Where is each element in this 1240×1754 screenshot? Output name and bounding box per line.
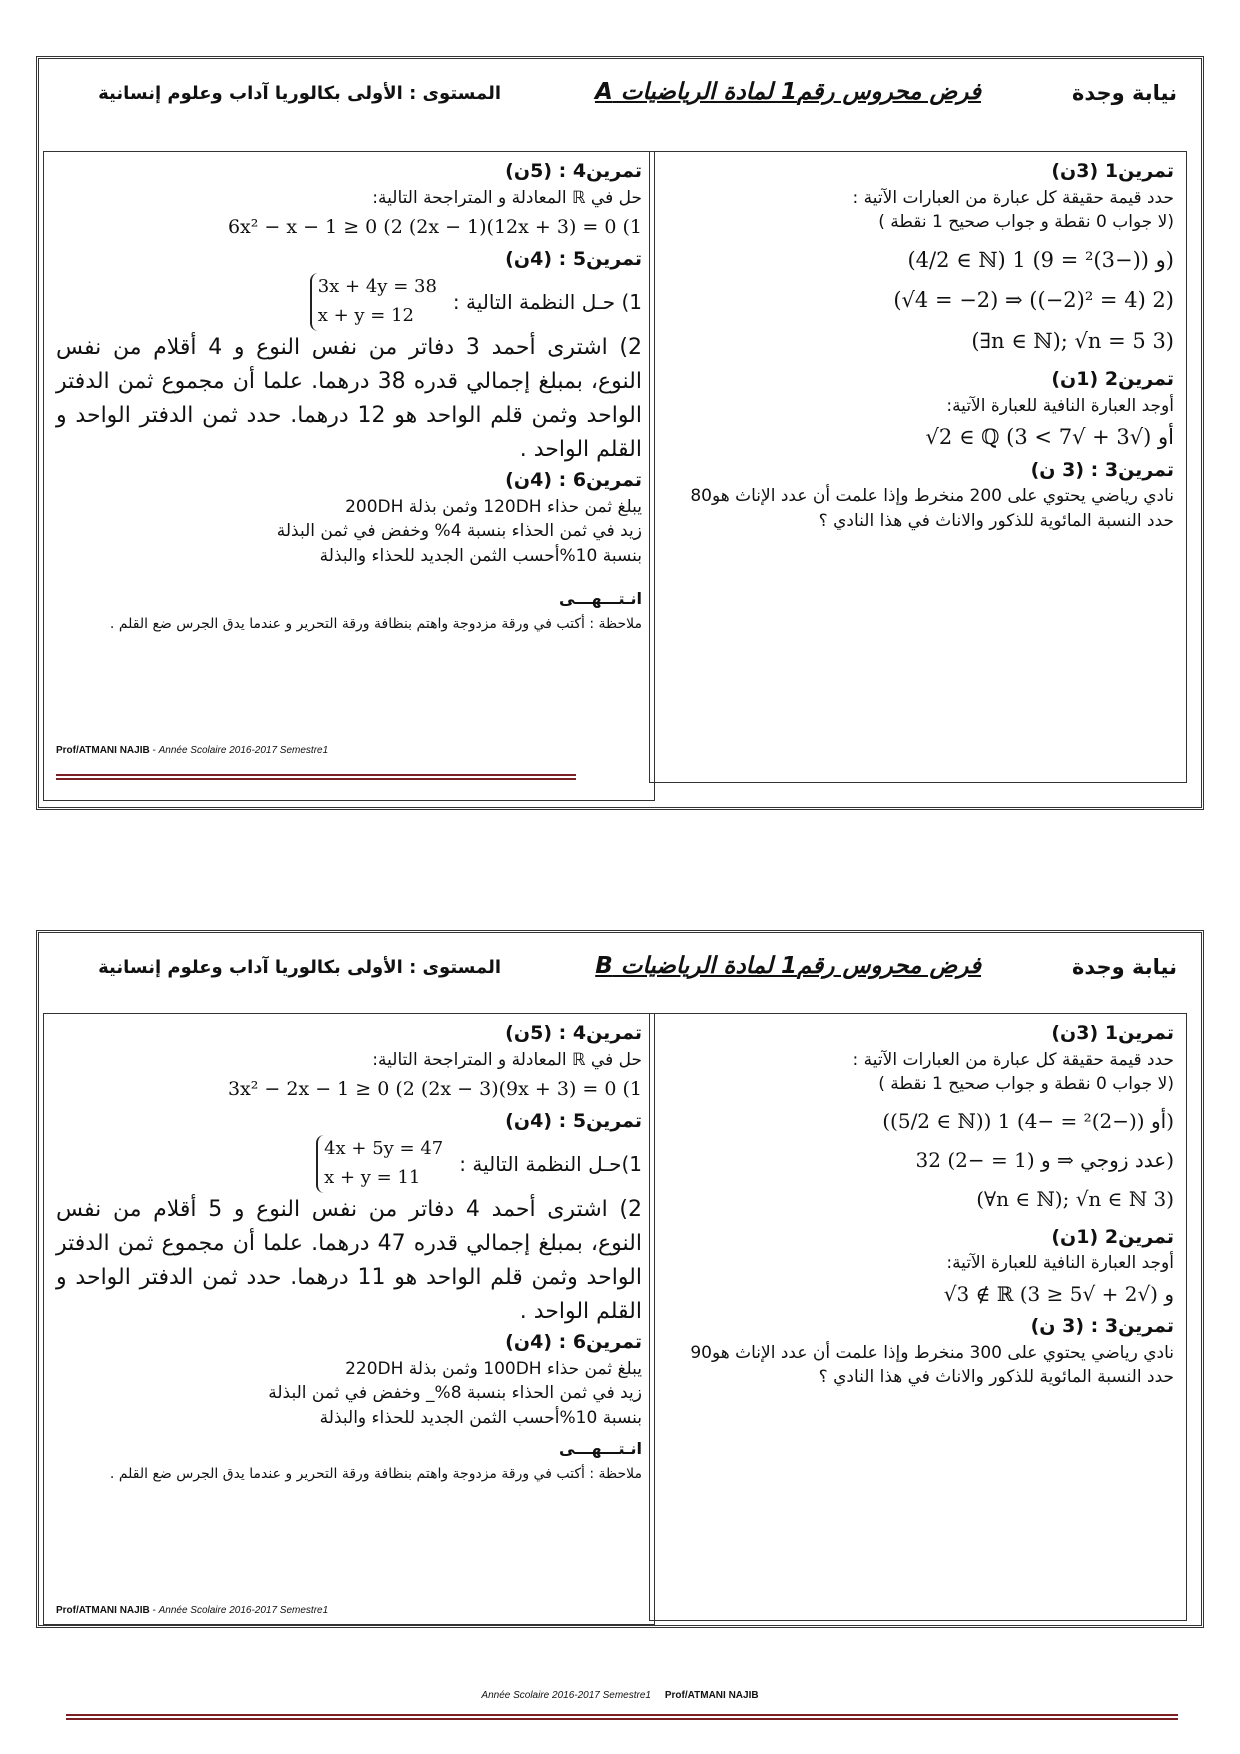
exam-sheet-a (36, 56, 1204, 810)
exercise-4-title: تمرين4 : (5ن) (505, 1022, 642, 1044)
exercise-1-item: 3عدد زوجي ⇒ و (1 = −2) 2) (915, 1147, 1174, 1172)
exercise-2-expression: √3 ∉ ℝ و (√2 + √5 ≤ 3) (943, 1282, 1174, 1307)
exercise-1-instruction: حدد قيمة حقيقة كل عبارة من العبارات الآتية : (852, 187, 1174, 208)
exercise-5-q2: 2) اشترى أحمد 3 دفاتر من نفس النوع و 4 أقلام من نفس النوع، بمبلغ إجمالي قدره 38 درهما. علما أن مجموع ثمن الدفتر الواحد وثمن قلم الواحد هو 12 درهما. حدد ثمن الدفتر الواحد و القلم الواحد . (56, 334, 643, 463)
left-column (43, 1013, 655, 1625)
exercise-4-expression: 3x² − 2x − 1 ≥ 0 (2 (2x − 3)(9x + 3) = 0 (1 (227, 1078, 642, 1101)
exercise-1-instruction: حدد قيمة حقيقة كل عبارة من العبارات الآتية : (852, 1049, 1174, 1070)
exam-level: المستوى : الأولى بكالوريا آداب وعلوم إنسانية (98, 83, 501, 104)
exercise-2-expression: √2 ∈ ℚ أو (√3 + √7 > 3) (925, 425, 1174, 450)
exercise-4-expression: 6x² − x − 1 ≥ 0 (2 (2x − 1)(12x + 3) = 0 (1 (227, 216, 642, 239)
exercise-1-title: تمرين1 (3ن) (1051, 160, 1174, 182)
exercise-3-text: نادي رياضي يحتوي على 300 منخرط وإذا علمت أن عدد الإناث هو90 (690, 1342, 1174, 1363)
equation-system (316, 1135, 449, 1193)
equation-system (310, 273, 443, 331)
exercise-1-item: (4/2 ∈ ℕ) و ((−3)² = 9) 1) (907, 247, 1174, 272)
exercise-6-title: تمرين6 : (4ن) (505, 469, 642, 492)
exercise-2-instruction: أوجد العبارة النافية للعبارة الآتية: (946, 395, 1174, 416)
exam-title: فرض محروس رقم1 لمادة الرياضيات B (595, 953, 981, 979)
exercise-1-item: (√4 = −2) ⇒ ((−2)² = 4) 2) (893, 288, 1174, 313)
page-footer-author: Prof/ATMANI NAJIB (664, 1690, 759, 1701)
page-bottom-bar (66, 1714, 1178, 1720)
exercise-2-title: تمرين2 (1ن) (1051, 368, 1174, 391)
page-footer-year: Année Scolaire 2016-2017 Semestre1 (481, 1690, 651, 1701)
exercise-6-line-1: يبلغ ثمن حذاء 100DH وثمن بذلة 220DH (345, 1358, 642, 1379)
exercise-5-title: تمرين5 : (4ن) (505, 1109, 642, 1132)
exam-level: المستوى : الأولى بكالوريا آداب وعلوم إنسانية (98, 957, 501, 978)
exercise-5-q1: 1)حـل النظمة التالية : (459, 1151, 642, 1176)
page-footer (0, 1690, 1240, 1701)
exercise-6-line-2: زيد في ثمن الحذاء بنسبة 4% وخفض في ثمن البذلة (276, 521, 642, 542)
exercise-1-note: (لا جواب 0 نقطة و جواب صحيح 1 نقطة ) (878, 1074, 1174, 1095)
footer-year: Année Scolaire 2016-2017 Semestre1 (158, 1605, 329, 1616)
exercise-3-text: نادي رياضي يحتوي على 200 منخرط وإذا علمت أن عدد الإناث هو80 (690, 486, 1174, 507)
exam-title: فرض محروس رقم1 لمادة الرياضيات A (594, 79, 981, 105)
footer-author: Prof/ATMANI NAJIB (56, 1605, 150, 1616)
exercise-3-title: تمرين3 : (3 ن) (1030, 458, 1174, 481)
remark-note: ملاحظة : أكتب في ورقة مزدوجة واهتم بنظافة ورقة التحرير و عندما يدق الجرس ضع القلم . (109, 1465, 642, 1482)
exercise-6-line-1: يبلغ ثمن حذاء 120DH وثمن بذلة 200DH (345, 496, 642, 517)
exercise-1-note: (لا جواب 0 نقطة و جواب صحيح 1 نقطة ) (878, 212, 1174, 233)
exam-header (39, 933, 1201, 1021)
system-eq-2: x + y = 11 (324, 1167, 421, 1189)
exercise-4-instruction: حل في ℝ المعادلة و المتراجحة التالية: (372, 1049, 642, 1070)
column-footer: Prof/ATMANI NAJIB - Année Scolaire 2016-2017 Semestre1 (56, 745, 329, 756)
right-column (649, 1013, 1187, 1621)
exercise-5-q1: 1) حـل النظمة التالية : (452, 289, 642, 314)
system-eq-1: 4x + 5y = 47 (324, 1138, 444, 1160)
office-name: نيابة وجدة (1072, 81, 1177, 105)
exercise-3-question: حدد النسبة المائوية للذكور والاناث في هذا النادي ؟ (818, 510, 1174, 531)
exercise-5-q2: 2) اشترى أحمد 4 دفاتر من نفس النوع و 5 أقلام من نفس النوع، بمبلغ إجمالي قدره 47 درهما. علما أن مجموع ثمن الدفتر الواحد وثمن قلم الواحد هو 11 درهما. حدد ثمن الدفتر الواحد و القلم الواحد . (56, 1196, 643, 1325)
system-eq-1: 3x + 4y = 38 (317, 276, 437, 298)
footer-year: Année Scolaire 2016-2017 Semestre1 (158, 745, 329, 756)
exercise-3-title: تمرين3 : (3 ن) (1030, 1315, 1174, 1338)
exercise-6-title: تمرين6 : (4ن) (505, 1331, 642, 1354)
exercise-6-line-2: زيد في ثمن الحذاء بنسبة 8%_ وخفض في ثمن البذلة (268, 1383, 642, 1404)
exercise-4-title: تمرين4 : (5ن) (505, 160, 642, 182)
exercise-2-title: تمرين2 (1ن) (1051, 1225, 1174, 1248)
system-row (56, 273, 642, 331)
left-column (43, 151, 655, 801)
exercise-1-item: ((5/2 ∈ ℕ)) أو ((−2)² = −4) 1) (882, 1108, 1174, 1133)
column-footer: Prof/ATMANI NAJIB - Année Scolaire 2016-2017 Semestre1 (56, 1605, 329, 1616)
system-eq-2: x + y = 12 (317, 305, 414, 327)
exercise-2-instruction: أوجد العبارة النافية للعبارة الآتية: (946, 1253, 1174, 1274)
exercise-6-line-3: بنسبة 10%أحسب الثمن الجديد للحذاء والبذلة (319, 1408, 642, 1429)
exercise-5-title: تمرين5 : (4ن) (505, 247, 642, 270)
exercise-1-title: تمرين1 (3ن) (1051, 1022, 1174, 1044)
system-row (56, 1135, 642, 1193)
exam-sheet-b (36, 930, 1204, 1628)
exam-header (39, 59, 1201, 147)
exercise-3-question: حدد النسبة المائوية للذكور والاناث في هذا النادي ؟ (818, 1367, 1174, 1388)
remark-note: ملاحظة : أكتب في ورقة مزدوجة واهتم بنظافة ورقة التحرير و عندما يدق الجرس ضع القلم . (109, 615, 642, 632)
end-marker: انـتـــهـــى (558, 588, 642, 608)
footer-author: Prof/ATMANI NAJIB (56, 745, 150, 756)
end-marker: انـتـــهـــى (558, 1438, 642, 1458)
exercise-1-item: (∃n ∈ ℕ); √n = 5 3) (971, 328, 1174, 353)
divider-bar (56, 774, 576, 780)
exercise-4-instruction: حل في ℝ المعادلة و المتراجحة التالية: (372, 187, 642, 208)
office-name: نيابة وجدة (1072, 955, 1177, 979)
exercise-1-item: (∀n ∈ ℕ); √n ∈ ℕ 3) (976, 1186, 1174, 1211)
exercise-6-line-3: بنسبة 10%أحسب الثمن الجديد للحذاء والبذلة (319, 546, 642, 567)
right-column (649, 151, 1187, 783)
